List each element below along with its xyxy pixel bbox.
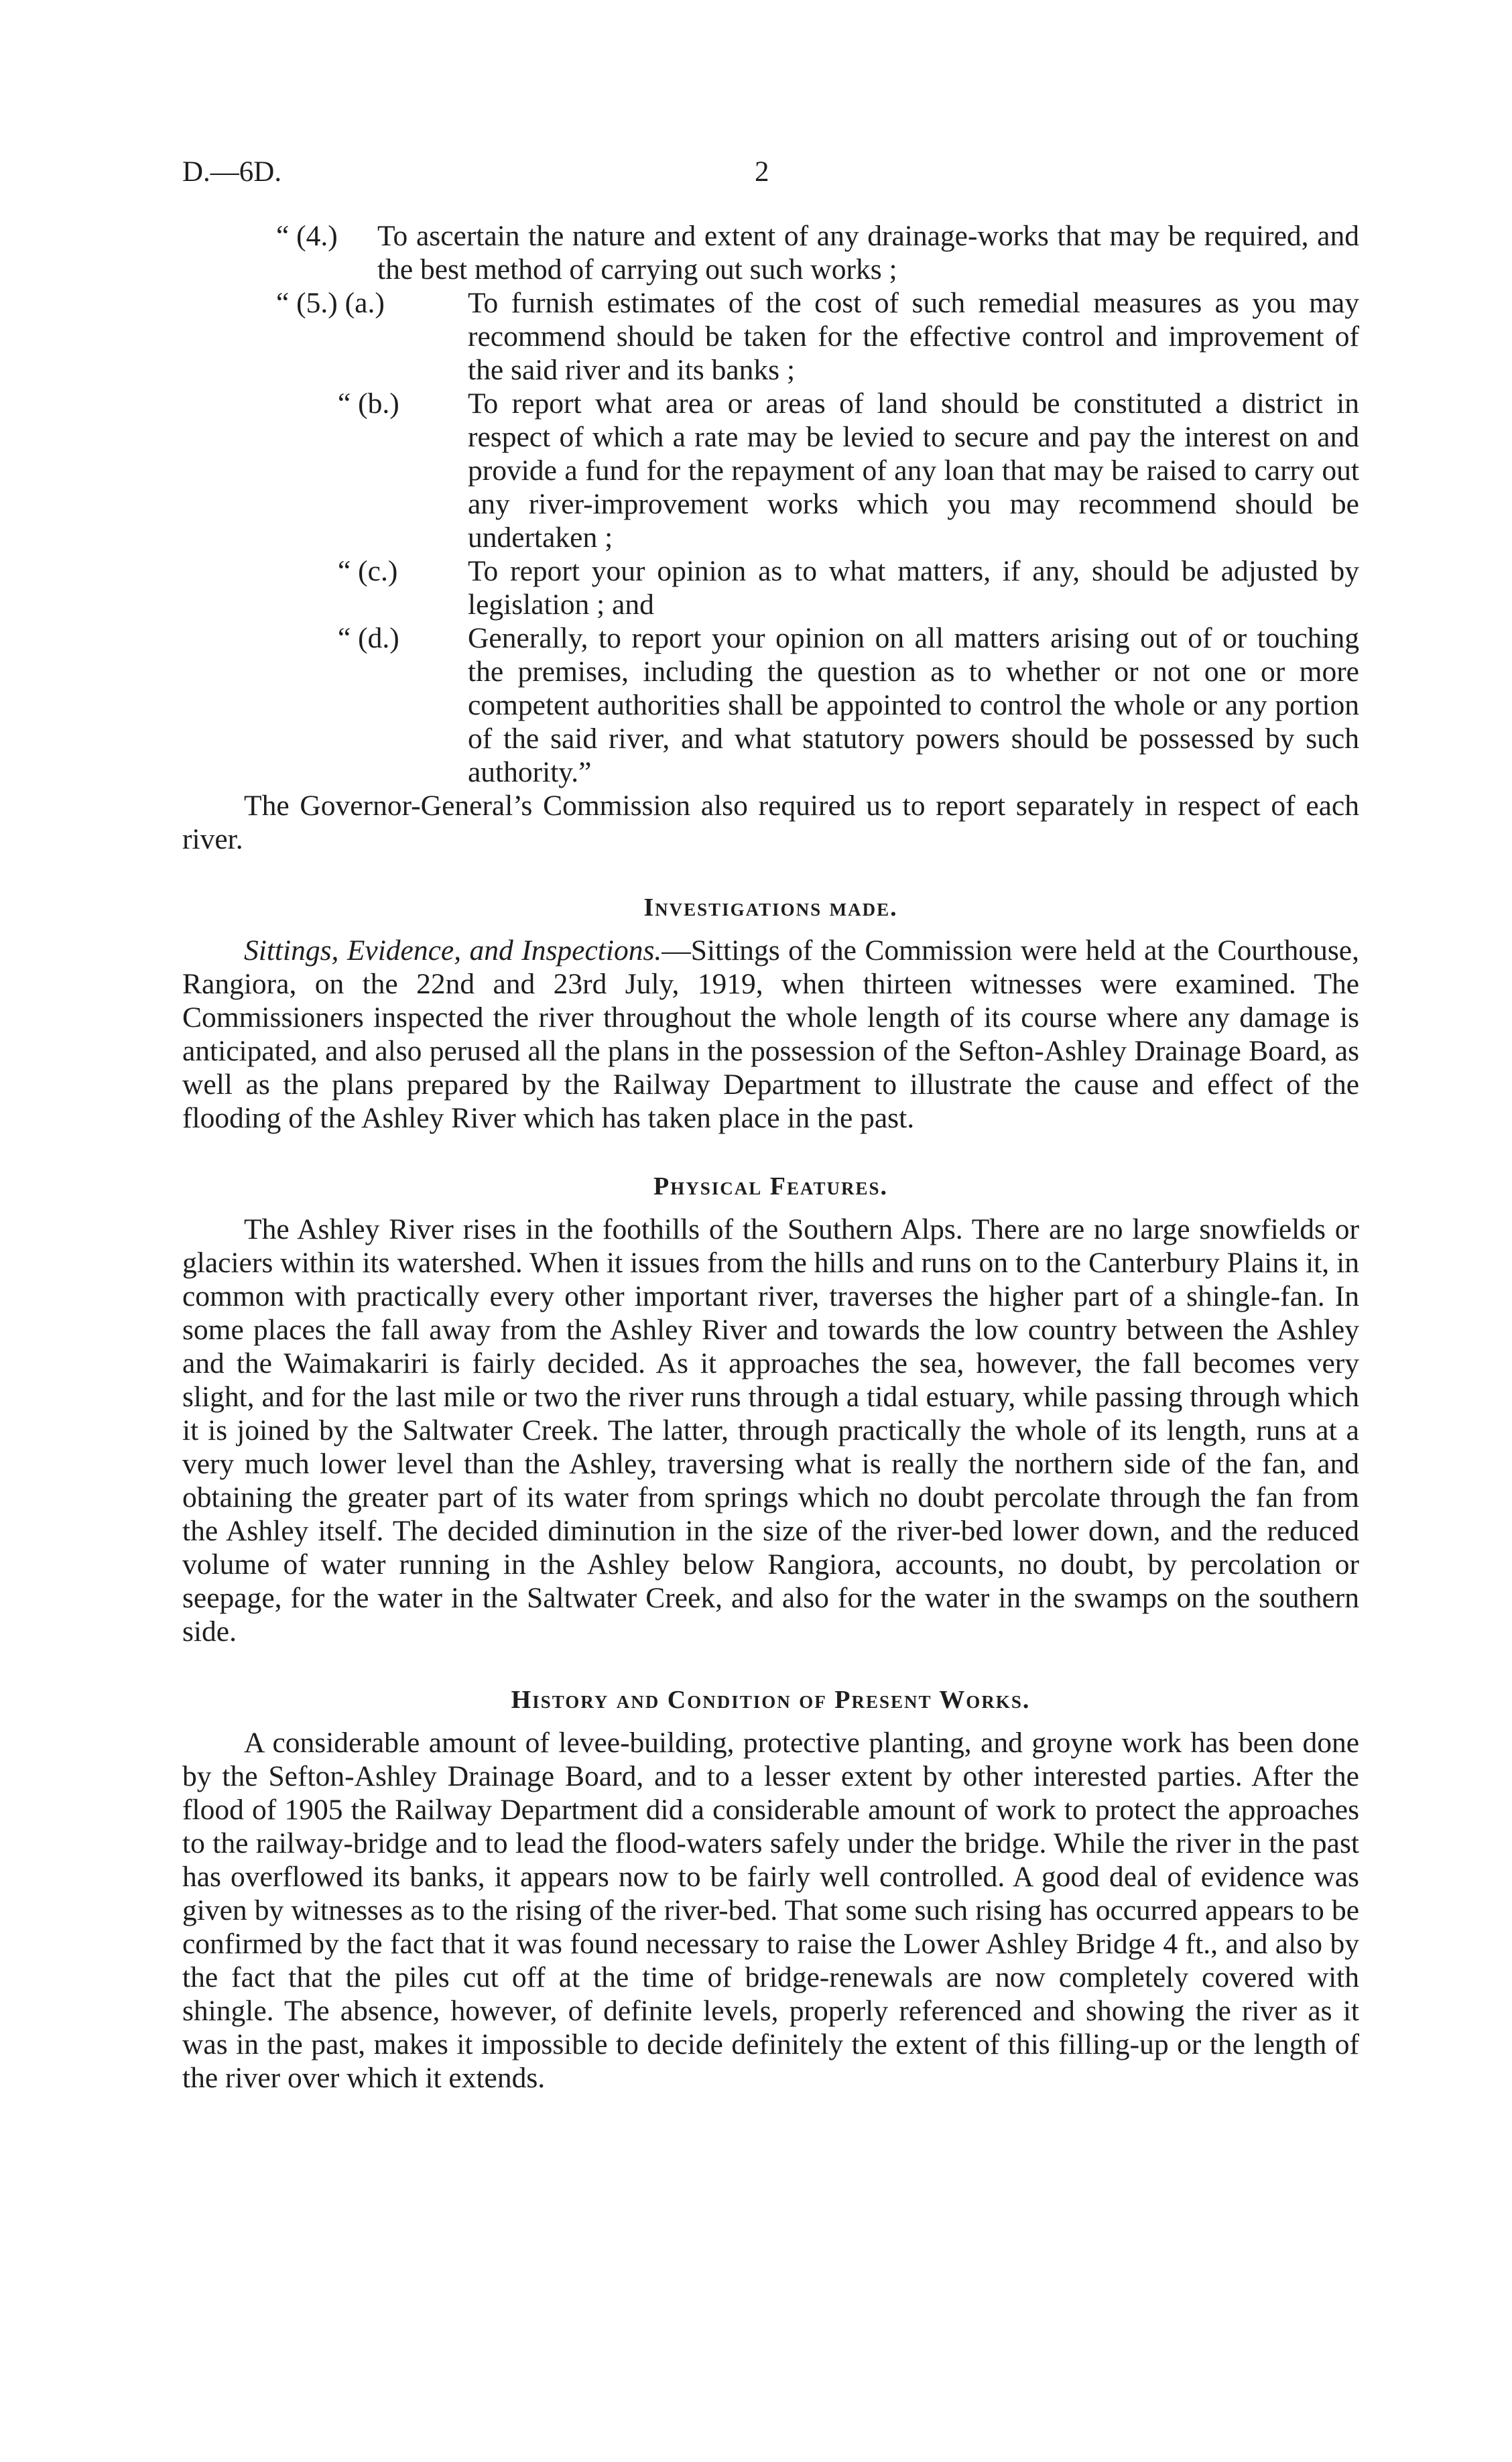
- paragraph-physical-features: The Ashley River rises in the foothills of the Southern Alps. There are no large snowfields or glaciers within its watershed. When it issues from the hills and runs on to the Canterbury Plains it, in common with practically every other important river, traverses the higher part of a shingle-fan. In some places the fall away from the Ashley River and towards the low country between the Ashley and the Waimakariri is fairly decided. As it approaches the sea, however, the fall becomes very slight, and for the last mile or two the river runs through a tidal estuary, while passing through which it is joined by the Saltwater Creek. The latter, through practically the whole of its length, runs at a very much lower level than the Ashley, traversing what is really the northern side of the fan, and obtaining the greater part of its water from springs which no doubt percolate through the fan from the Ashley itself. The decided diminution in the size of the river-bed lower down, and the reduced volume of water running in the Ashley below Rangiora, accounts, no doubt, by percolation or seepage, for the water in the Saltwater Creek, and also for the water in the swamps on the southern side.: [182, 1213, 1359, 1648]
- term-label: “ (4.): [276, 220, 345, 252]
- term-text: To report your opinion as to what matters, if any, should be adjusted by legislation ; and: [468, 555, 1359, 621]
- paragraph-text: —Sittings of the Commission were held at the Courthouse, Rangiora, on the 22nd and 23rd July, 1919, when thirteen witnesses were examined. The Commissioners inspected the river throughout the whole length of its course where any damage is anticipated, and also perused all the plans in the possession of the Sefton-Ashley Drainage Board, as well as the plans prepared by the Railway Department to illustrate the cause and effect of the flooding of the Ashley River which has taken place in the past.: [182, 934, 1359, 1134]
- page-number: 2: [755, 156, 769, 188]
- term-item-5c: [182, 554, 1359, 621]
- term-item-5a: [182, 286, 1359, 387]
- document-reference: D.—6D.: [182, 156, 282, 188]
- term-label: “ (b.): [338, 387, 407, 420]
- section-heading-physical-features: Physical Features.: [653, 1172, 888, 1201]
- page-header: [182, 156, 1359, 196]
- document-body: [182, 219, 1359, 2095]
- paragraph-lead: Sittings, Evidence, and Inspections.: [244, 934, 662, 967]
- term-item-4: [182, 219, 1359, 286]
- paragraph-investigations: [182, 934, 1359, 1135]
- term-item-5d: [182, 621, 1359, 789]
- term-text: Generally, to report your opinion on all matters arising out of or touching the premises, including the question as to whether or not one or more competent authorities shall be appointed to control the whole or any portion of the said river, and what statutory powers should be possessed by such authority.”: [468, 622, 1359, 788]
- term-label: “ (d.): [338, 622, 407, 654]
- section-heading-investigations: Investigations made.: [643, 894, 898, 922]
- term-item-5b: [182, 387, 1359, 554]
- term-label: “ (c.): [338, 555, 405, 587]
- term-text: To ascertain the nature and extent of any drainage-works that may be required, and the best method of carrying out such works ;: [377, 220, 1359, 286]
- section-heading-history: History and Condition of Present Works.: [511, 1686, 1031, 1714]
- term-text: To furnish estimates of the cost of such remedial measures as you may recommend should be taken for the effective control and improvement of the said river and its banks ;: [468, 287, 1359, 386]
- intro-paragraph: The Governor-General’s Commission also required us to report separately in respect of each river.: [182, 790, 1359, 855]
- term-label: “ (5.) (a.): [276, 287, 392, 319]
- term-text: To report what area or areas of land should be constituted a district in respect of which a rate may be levied to secure and pay the interest on and provide a fund for the repayment of any loan that may be raised to carry out any river-improvement works which you may recommend should be undertaken ;: [468, 387, 1359, 554]
- paragraph-history: A considerable amount of levee-building, protective planting, and groyne work has been done by the Sefton-Ashley Drainage Board, and to a lesser extent by other interested parties. After the flood of 1905 the Railway Department did a considerable amount of work to protect the approaches to the railway-bridge and to lead the flood-waters safely under the bridge. While the river in the past has overflowed its banks, it appears now to be fairly well controlled. A good deal of evidence was given by witnesses as to the rising of the river-bed. That some such rising has occurred appears to be confirmed by the fact that it was found necessary to raise the Lower Ashley Bridge 4 ft., and also by the fact that the piles cut off at the time of bridge-renewals are now completely covered with shingle. The absence, however, of definite levels, properly referenced and showing the river as it was in the past, makes it impossible to decide definitely the extent of this filling-up or the length of the river over which it extends.: [182, 1727, 1359, 2094]
